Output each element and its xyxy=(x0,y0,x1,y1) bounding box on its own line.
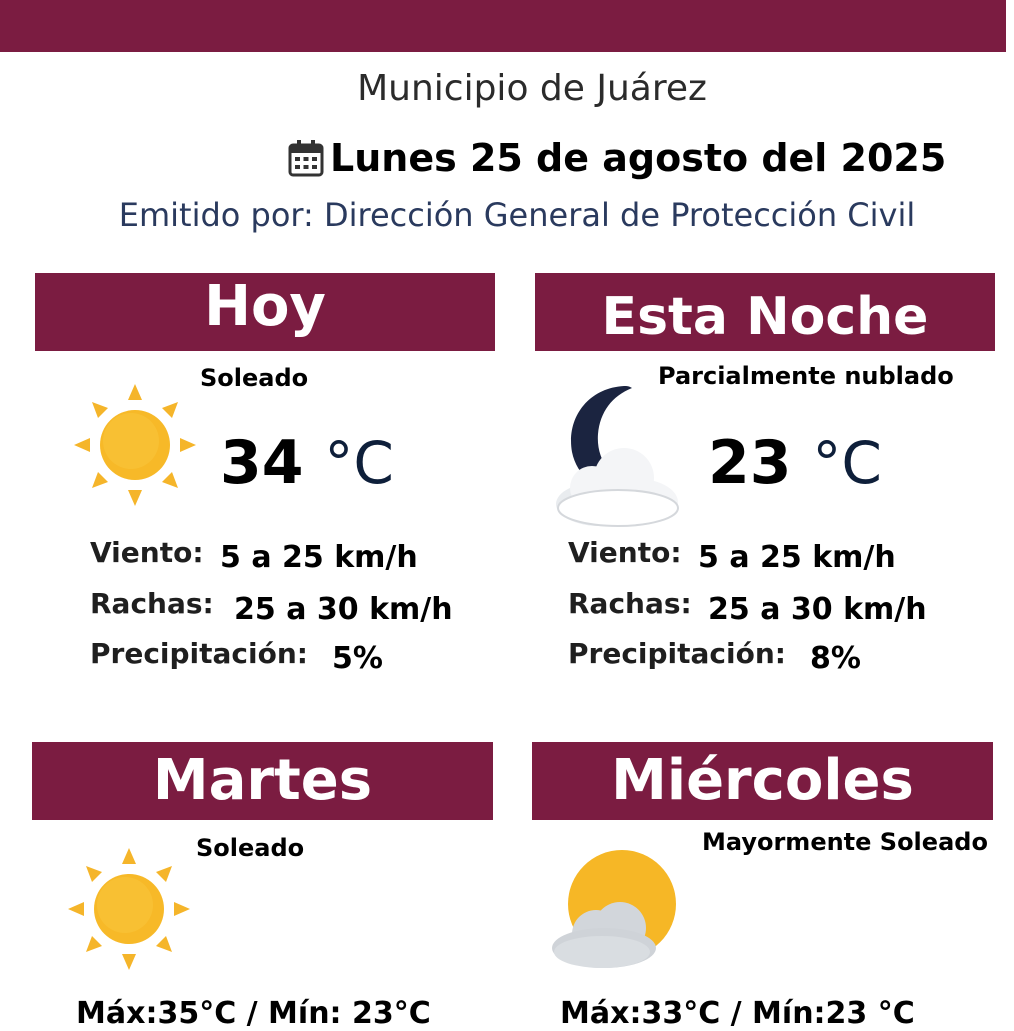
condition-tonight: Parcialmente nublado xyxy=(658,362,954,390)
calendar-icon xyxy=(288,139,324,177)
temperature-today xyxy=(220,428,394,498)
gusts-value: 25 a 30 km/h xyxy=(234,592,453,627)
panel-title-wednesday: Miércoles xyxy=(532,742,993,820)
wind-label: Viento: xyxy=(568,536,682,569)
precip-value: 8% xyxy=(810,641,861,676)
wind-value: 5 a 25 km/h xyxy=(220,540,418,575)
municipality-title: Municipio de Juárez xyxy=(357,68,707,109)
precip-value: 5% xyxy=(332,641,383,676)
sun-icon xyxy=(66,846,192,972)
temperature-tonight xyxy=(708,428,882,498)
issued-by: Emitido por: Dirección General de Protección Civil xyxy=(118,196,916,234)
wind-label: Viento: xyxy=(90,536,204,569)
top-banner xyxy=(0,0,1006,52)
panel-title-today: Hoy xyxy=(35,273,495,351)
temperature-value: 34 xyxy=(220,428,304,498)
condition-wednesday: Mayormente Soleado xyxy=(702,828,988,856)
panel-title-tuesday: Martes xyxy=(32,742,493,820)
maxmin-wednesday: Máx:33°C / Mín:23 °C xyxy=(560,996,915,1031)
panel-title-tonight: Esta Noche xyxy=(535,273,995,351)
wind-value: 5 a 25 km/h xyxy=(698,540,896,575)
moon-cloud-icon xyxy=(552,382,684,530)
precip-label: Precipitación: xyxy=(90,637,308,670)
sun-icon xyxy=(72,382,198,508)
sun-cloud-icon xyxy=(550,848,682,972)
gusts-value: 25 a 30 km/h xyxy=(708,592,927,627)
temperature-unit: °C xyxy=(324,429,394,497)
gusts-label: Rachas: xyxy=(90,587,214,620)
condition-today: Soleado xyxy=(200,364,309,392)
gusts-label: Rachas: xyxy=(568,587,692,620)
condition-tuesday: Soleado xyxy=(196,834,305,862)
issue-date: Lunes 25 de agosto del 2025 xyxy=(330,136,947,180)
precip-label: Precipitación: xyxy=(568,637,786,670)
temperature-unit: °C xyxy=(812,429,882,497)
date-line xyxy=(288,136,946,180)
maxmin-tuesday: Máx:35°C / Mín: 23°C xyxy=(76,996,431,1031)
temperature-value: 23 xyxy=(708,428,792,498)
